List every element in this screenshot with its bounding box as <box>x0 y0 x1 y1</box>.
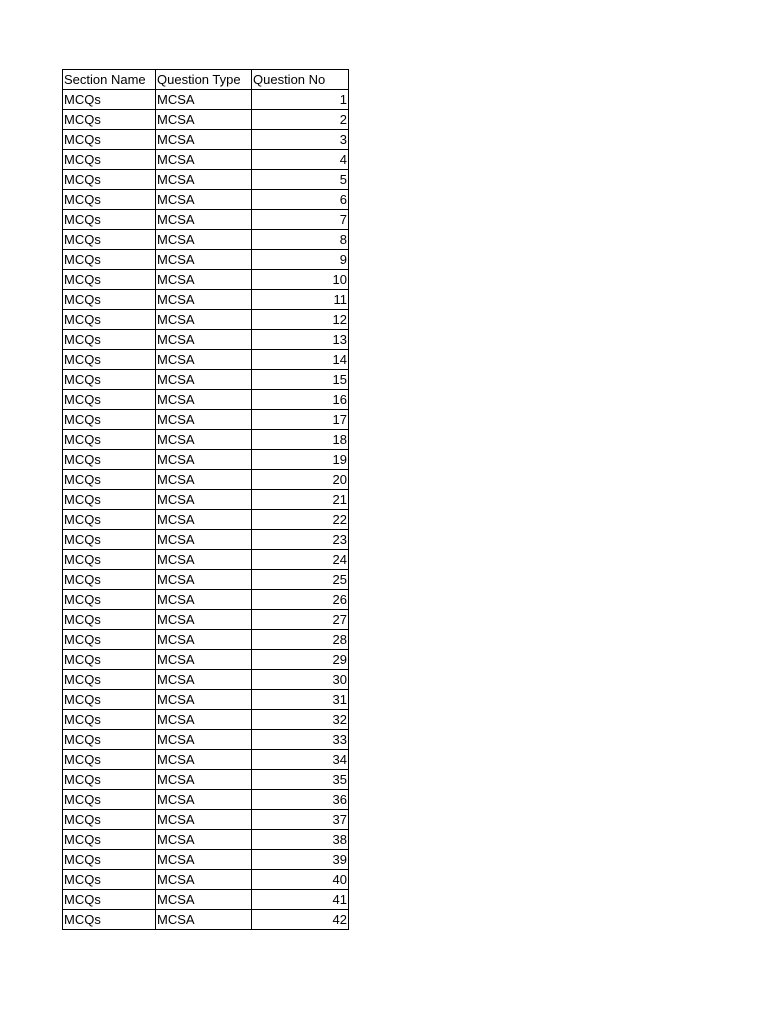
table-row <box>63 710 349 730</box>
cell-section-name: MCQs <box>63 890 156 910</box>
cell-section-name: MCQs <box>63 350 156 370</box>
cell-question-type: MCSA <box>156 470 252 490</box>
cell-question-type: MCSA <box>156 490 252 510</box>
cell-section-name: MCQs <box>63 490 156 510</box>
table-row <box>63 730 349 750</box>
cell-question-type: MCSA <box>156 870 252 890</box>
table-row <box>63 590 349 610</box>
header-question-no: Question No <box>252 70 349 90</box>
cell-section-name: MCQs <box>63 570 156 590</box>
cell-section-name: MCQs <box>63 250 156 270</box>
cell-question-no: 21 <box>252 490 349 510</box>
cell-question-no: 13 <box>252 330 349 350</box>
cell-section-name: MCQs <box>63 770 156 790</box>
cell-question-type: MCSA <box>156 630 252 650</box>
table-row <box>63 510 349 530</box>
table-row <box>63 570 349 590</box>
cell-question-no: 23 <box>252 530 349 550</box>
cell-question-type: MCSA <box>156 810 252 830</box>
cell-question-type: MCSA <box>156 670 252 690</box>
cell-section-name: MCQs <box>63 530 156 550</box>
question-table <box>62 69 349 930</box>
cell-section-name: MCQs <box>63 210 156 230</box>
cell-question-type: MCSA <box>156 110 252 130</box>
cell-question-no: 29 <box>252 650 349 670</box>
cell-question-no: 22 <box>252 510 349 530</box>
cell-question-no: 1 <box>252 90 349 110</box>
cell-question-type: MCSA <box>156 190 252 210</box>
cell-question-type: MCSA <box>156 250 252 270</box>
cell-question-type: MCSA <box>156 610 252 630</box>
cell-question-no: 38 <box>252 830 349 850</box>
table-row <box>63 130 349 150</box>
cell-question-type: MCSA <box>156 350 252 370</box>
cell-question-type: MCSA <box>156 290 252 310</box>
table-row <box>63 430 349 450</box>
cell-section-name: MCQs <box>63 910 156 930</box>
cell-question-type: MCSA <box>156 690 252 710</box>
cell-question-no: 37 <box>252 810 349 830</box>
cell-question-no: 12 <box>252 310 349 330</box>
cell-question-no: 42 <box>252 910 349 930</box>
table-row <box>63 250 349 270</box>
cell-question-no: 2 <box>252 110 349 130</box>
table-row <box>63 610 349 630</box>
table-row <box>63 170 349 190</box>
cell-question-no: 5 <box>252 170 349 190</box>
cell-section-name: MCQs <box>63 630 156 650</box>
cell-question-type: MCSA <box>156 410 252 430</box>
cell-question-type: MCSA <box>156 710 252 730</box>
cell-question-no: 9 <box>252 250 349 270</box>
cell-question-type: MCSA <box>156 890 252 910</box>
cell-question-no: 26 <box>252 590 349 610</box>
cell-question-type: MCSA <box>156 230 252 250</box>
table-row <box>63 550 349 570</box>
cell-question-no: 31 <box>252 690 349 710</box>
cell-question-no: 17 <box>252 410 349 430</box>
table-row <box>63 370 349 390</box>
cell-question-no: 15 <box>252 370 349 390</box>
cell-question-type: MCSA <box>156 750 252 770</box>
cell-section-name: MCQs <box>63 790 156 810</box>
table-row <box>63 270 349 290</box>
table-row <box>63 670 349 690</box>
cell-question-type: MCSA <box>156 150 252 170</box>
table-row <box>63 910 349 930</box>
table-row <box>63 330 349 350</box>
table-body <box>63 90 349 930</box>
cell-section-name: MCQs <box>63 290 156 310</box>
cell-question-no: 6 <box>252 190 349 210</box>
header-section-name: Section Name <box>63 70 156 90</box>
cell-question-no: 11 <box>252 290 349 310</box>
table-row <box>63 750 349 770</box>
cell-question-no: 19 <box>252 450 349 470</box>
table-row <box>63 830 349 850</box>
cell-question-type: MCSA <box>156 650 252 670</box>
table-row <box>63 190 349 210</box>
table-row <box>63 690 349 710</box>
cell-section-name: MCQs <box>63 170 156 190</box>
cell-question-no: 24 <box>252 550 349 570</box>
cell-section-name: MCQs <box>63 90 156 110</box>
cell-question-no: 4 <box>252 150 349 170</box>
cell-question-type: MCSA <box>156 210 252 230</box>
cell-question-no: 36 <box>252 790 349 810</box>
cell-section-name: MCQs <box>63 270 156 290</box>
table-row <box>63 650 349 670</box>
table-row <box>63 290 349 310</box>
cell-question-type: MCSA <box>156 770 252 790</box>
table-row <box>63 310 349 330</box>
cell-question-no: 18 <box>252 430 349 450</box>
table-row <box>63 350 349 370</box>
table-row <box>63 410 349 430</box>
cell-question-no: 41 <box>252 890 349 910</box>
cell-section-name: MCQs <box>63 330 156 350</box>
cell-question-type: MCSA <box>156 310 252 330</box>
cell-question-no: 8 <box>252 230 349 250</box>
cell-section-name: MCQs <box>63 390 156 410</box>
cell-question-type: MCSA <box>156 430 252 450</box>
table-row <box>63 810 349 830</box>
cell-section-name: MCQs <box>63 730 156 750</box>
cell-section-name: MCQs <box>63 230 156 250</box>
table-row <box>63 490 349 510</box>
cell-section-name: MCQs <box>63 150 156 170</box>
cell-question-type: MCSA <box>156 170 252 190</box>
cell-section-name: MCQs <box>63 670 156 690</box>
table-row <box>63 470 349 490</box>
cell-question-no: 3 <box>252 130 349 150</box>
table-row <box>63 210 349 230</box>
cell-question-no: 27 <box>252 610 349 630</box>
cell-question-type: MCSA <box>156 510 252 530</box>
cell-question-no: 32 <box>252 710 349 730</box>
cell-question-no: 33 <box>252 730 349 750</box>
cell-section-name: MCQs <box>63 750 156 770</box>
cell-section-name: MCQs <box>63 470 156 490</box>
cell-section-name: MCQs <box>63 410 156 430</box>
cell-section-name: MCQs <box>63 370 156 390</box>
cell-question-type: MCSA <box>156 830 252 850</box>
cell-section-name: MCQs <box>63 310 156 330</box>
cell-section-name: MCQs <box>63 710 156 730</box>
cell-question-type: MCSA <box>156 790 252 810</box>
cell-question-no: 20 <box>252 470 349 490</box>
cell-question-type: MCSA <box>156 550 252 570</box>
table-row <box>63 450 349 470</box>
cell-section-name: MCQs <box>63 590 156 610</box>
cell-section-name: MCQs <box>63 430 156 450</box>
cell-section-name: MCQs <box>63 650 156 670</box>
cell-question-no: 28 <box>252 630 349 650</box>
cell-question-type: MCSA <box>156 130 252 150</box>
cell-question-type: MCSA <box>156 90 252 110</box>
cell-question-no: 35 <box>252 770 349 790</box>
table-row <box>63 90 349 110</box>
cell-question-no: 30 <box>252 670 349 690</box>
cell-question-type: MCSA <box>156 530 252 550</box>
cell-section-name: MCQs <box>63 830 156 850</box>
cell-section-name: MCQs <box>63 810 156 830</box>
cell-section-name: MCQs <box>63 870 156 890</box>
table-row <box>63 230 349 250</box>
cell-section-name: MCQs <box>63 130 156 150</box>
table-row <box>63 110 349 130</box>
cell-question-no: 39 <box>252 850 349 870</box>
cell-question-type: MCSA <box>156 850 252 870</box>
cell-question-no: 10 <box>252 270 349 290</box>
cell-section-name: MCQs <box>63 610 156 630</box>
cell-section-name: MCQs <box>63 110 156 130</box>
cell-question-type: MCSA <box>156 590 252 610</box>
table-row <box>63 790 349 810</box>
cell-question-no: 25 <box>252 570 349 590</box>
table-row <box>63 850 349 870</box>
cell-question-type: MCSA <box>156 370 252 390</box>
cell-question-no: 14 <box>252 350 349 370</box>
header-row <box>63 70 349 90</box>
cell-question-type: MCSA <box>156 730 252 750</box>
cell-question-type: MCSA <box>156 570 252 590</box>
table-row <box>63 630 349 650</box>
table-row <box>63 530 349 550</box>
cell-section-name: MCQs <box>63 550 156 570</box>
cell-question-type: MCSA <box>156 390 252 410</box>
cell-section-name: MCQs <box>63 510 156 530</box>
table-row <box>63 390 349 410</box>
cell-question-no: 16 <box>252 390 349 410</box>
cell-section-name: MCQs <box>63 450 156 470</box>
table-row <box>63 770 349 790</box>
cell-question-no: 34 <box>252 750 349 770</box>
cell-question-no: 7 <box>252 210 349 230</box>
cell-question-type: MCSA <box>156 910 252 930</box>
table-row <box>63 150 349 170</box>
cell-question-type: MCSA <box>156 270 252 290</box>
cell-section-name: MCQs <box>63 850 156 870</box>
table-row <box>63 870 349 890</box>
cell-question-type: MCSA <box>156 450 252 470</box>
cell-question-no: 40 <box>252 870 349 890</box>
header-question-type: Question Type <box>156 70 252 90</box>
cell-section-name: MCQs <box>63 690 156 710</box>
cell-question-type: MCSA <box>156 330 252 350</box>
table-row <box>63 890 349 910</box>
cell-section-name: MCQs <box>63 190 156 210</box>
